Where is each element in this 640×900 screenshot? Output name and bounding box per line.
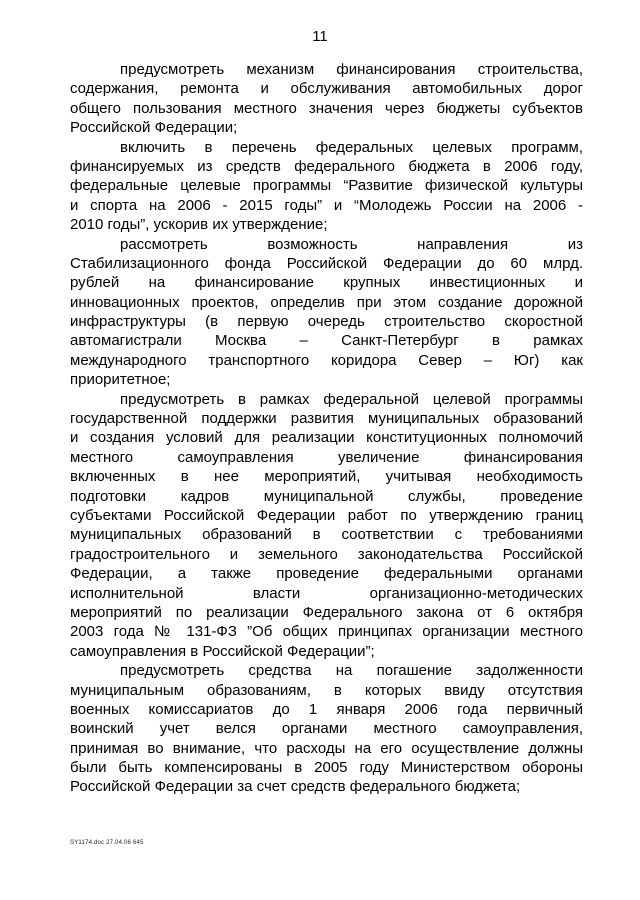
paragraph-line: Российской Федерации;: [70, 119, 238, 137]
paragraph-line: рассмотреть возможность направления из: [120, 235, 583, 253]
document-body: [70, 60, 583, 797]
paragraph-line: рублей на финансирование крупных инвестиционных и: [70, 274, 583, 292]
paragraph-line: содержания, ремонта и обслуживания автомобильных дорог: [70, 80, 583, 98]
paragraph-line: были быть компенсированы в 2005 году Министерством обороны: [70, 759, 583, 777]
paragraph-line: муниципальных образований в соответствии с требованиями: [70, 526, 583, 544]
paragraph-line: самоуправления в Российской Федерации”;: [70, 642, 375, 660]
paragraph-line: 2010 годы”, ускорив их утверждение;: [70, 216, 328, 234]
paragraph: [70, 661, 583, 797]
paragraph-line: принимая во внимание, что расходы на его осуществление должны: [70, 739, 583, 757]
paragraph-line: предусмотреть механизм финансирования строительства,: [120, 61, 583, 78]
paragraph-line: и создания условий для реализации конституционных полномочий: [70, 429, 583, 447]
paragraph-line: субъектами Российской Федерации работ по утверждению границ: [70, 506, 583, 524]
paragraph-line: общего пользования местного значения через бюджеты субъектов: [70, 99, 583, 117]
paragraph-line: приоритетное;: [70, 371, 171, 389]
paragraph-line: муниципальным образованиям, в которых ввиду отсутствия: [70, 681, 583, 699]
paragraph: [70, 390, 583, 661]
paragraph-line: включить в перечень федеральных целевых программ,: [120, 138, 583, 156]
paragraph: [70, 60, 583, 138]
page-number: 11: [312, 28, 328, 45]
paragraph-line: Федерации, а также проведение федеральными органами: [70, 565, 583, 583]
paragraph: [70, 235, 583, 390]
paragraph-line: федеральные целевые программы “Развитие физической культуры: [70, 177, 583, 195]
footer-file-code: SY1174.doc 27.04.06 645: [70, 840, 144, 846]
paragraph: [70, 138, 583, 235]
paragraph-line: предусмотреть в рамках федеральной целевой программы: [120, 390, 583, 408]
paragraph-line: мероприятий по реализации Федерального закона от 6 октября: [70, 603, 583, 621]
paragraph-line: международного транспортного коридора Север – Юг) как: [70, 351, 583, 369]
paragraph-line: автомагистрали Москва – Санкт-Петербург в рамках: [70, 332, 583, 350]
paragraph-line: исполнительной власти организационно-методических: [70, 584, 583, 602]
paragraph-line: предусмотреть средства на погашение задолженности: [120, 662, 583, 680]
paragraph-line: государственной поддержки развития муниципальных образований: [70, 410, 583, 428]
paragraph-line: подготовки кадров муниципальной службы, проведение: [70, 487, 583, 505]
paragraph-line: инфраструктуры (в первую очередь строительство скоростной: [70, 313, 583, 331]
paragraph-line: инновационных проектов, определив при этом создание дорожной: [70, 293, 583, 311]
paragraph-line: 2003 года № 131-ФЗ ”Об общих принципах организации местного: [70, 623, 583, 641]
paragraph-line: финансируемых из средств федерального бюджета в 2006 году,: [70, 157, 583, 175]
paragraph-line: включенных в нее мероприятий, учитывая необходимость: [70, 468, 583, 486]
paragraph-line: военных комиссариатов до 1 января 2006 года первичный: [70, 700, 583, 718]
paragraph-line: и спорта на 2006 - 2015 годы” и “Молодежь России на 2006 -: [70, 196, 583, 214]
paragraph-line: Стабилизационного фонда Российской Федерации до 60 млрд.: [70, 254, 583, 272]
paragraph-line: местного самоуправления увеличение финансирования: [70, 448, 583, 466]
paragraph-line: градостроительного и земельного законодательства Российской: [70, 545, 583, 563]
paragraph-line: воинский учет велся органами местного самоуправления,: [70, 720, 583, 738]
paragraph-line: Российской Федерации за счет средств федерального бюджета;: [70, 778, 521, 796]
